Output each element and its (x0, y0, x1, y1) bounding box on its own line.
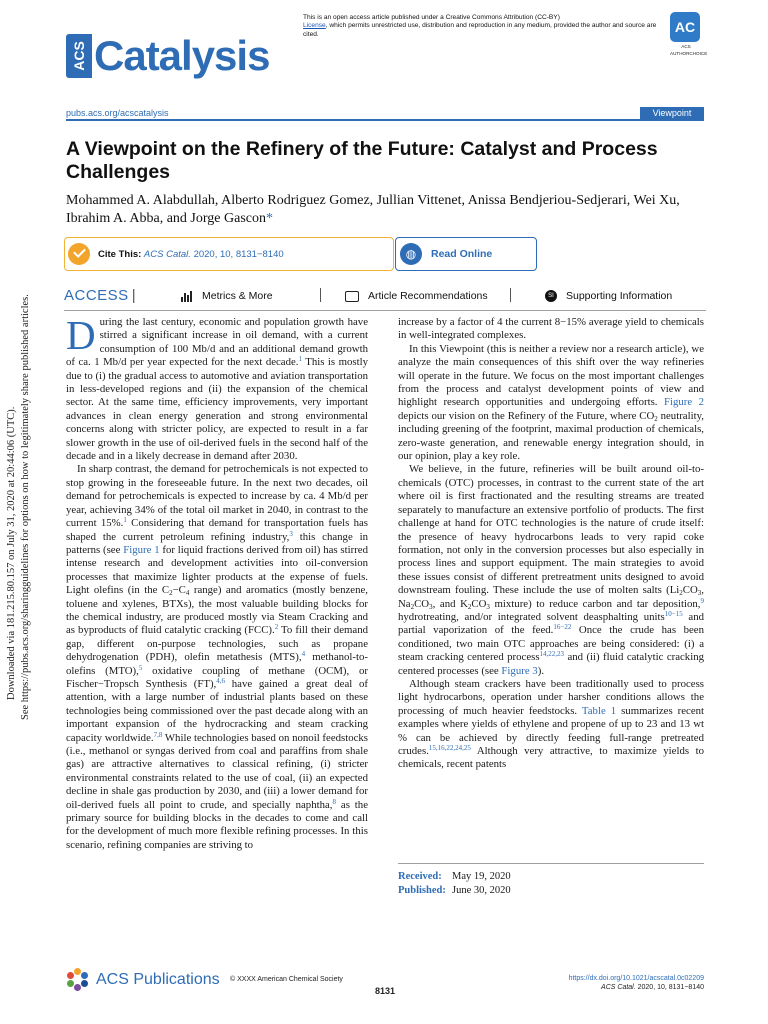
metrics-more-link[interactable] (179, 290, 273, 302)
body-column-right (398, 316, 704, 772)
citation-ref[interactable]: 4 (301, 650, 306, 659)
doi-link[interactable]: https://dx.doi.org/10.1021/acscatal.0c02209 (568, 975, 704, 982)
citation-ref[interactable]: 9 (700, 596, 704, 605)
journal-logo[interactable] (66, 34, 269, 78)
download-notice-line1: Downloaded via 181.215.80.157 on July 31, 2020 at 20:44:06 (UTC). (6, 406, 17, 700)
license-link[interactable]: License (303, 22, 326, 30)
citation-ref[interactable]: 14,22,23 (539, 650, 565, 659)
cite-label: Cite This: (98, 248, 142, 260)
footer-citation-line: ACS Catal. 2020, 10, 8131−8140 (601, 984, 704, 991)
publisher-name: ACS Publications (96, 971, 220, 988)
paragraph: We believe, in the future, refineries will be built around oil-to-chemicals (OTC) processes, in contrast to the current state of the art where oil is first fractionated and the resulting streams are treated separately to manufacture an extensive portfolio of products. The first challenge at hand for OTC technologies is the nature of crude itself: the presence of heavy hydrocarbons leads to very rapid coke formation, not only in the conversion processes but also especially in process lines and support equipment. The main strategies to avoid these issues consist of different pretreatment units designed to avoid downstream fouling. These include the use of molten salts ($Li_2CO_3$, $Na_2CO_3$, and $K_2CO_3$ mixture) to reduce carbon and tar deposition,$^9$ hydrotreating, and/or integrated solvent deasphalting units$^{10-15}$ and partial vaporization of the feed.$^{16-22}$ Once the crude has been conditioned, two main OTC approaches are being considered: (i) a steam cracking centered process$^{14,22,23}$ and (ii) fluid catalytic cracking centered processes (see Figure 3). (398, 463, 704, 677)
acs-logo-mark: ACS (66, 34, 92, 78)
globe-icon: ◍ (400, 243, 422, 265)
checkmark-icon (68, 243, 90, 265)
received-row (398, 870, 704, 884)
paragraph: Although steam crackers have been traditionally used to process light hydrocarbons, operation under harsher conditions allows the processing of much heavier feedstocks. Table 1 summarizes recent examples where yields of ethylene and propene of up to 23 and 13 wt % can be achieved by directly feeding full-range pretreated crudes.$^{15,16,22,24,25}$ Although very attractive, to maximize yields to chemicals, recent patents (398, 677, 705, 771)
body-column-left (66, 312, 368, 852)
copyright: © XXXX American Chemical Society (230, 976, 343, 983)
publication-dates (398, 863, 704, 898)
author-names: Mohammed A. Alabdullah, Alberto Rodriguez Gomez, Jullian Vittenet, Anissa Bendjeriou-Sedjerari, Wei Xu, Ibrahim A. Abba, and Jorge Gascon (66, 193, 680, 226)
document-icon (345, 291, 359, 302)
citation-ref[interactable]: 8 (332, 797, 336, 806)
corresponding-author-mark[interactable]: * (265, 211, 273, 226)
si-icon: SI (545, 290, 557, 302)
recommendations-label: Article Recommendations (368, 290, 488, 302)
oa-text-after: , which permits unrestricted use, distribution and reproduction in any medium, provided the author and source are cited. (303, 22, 657, 38)
table-link[interactable]: Table 1 (581, 704, 617, 717)
paragraph: In this Viewpoint (this is neither a review nor a research article), we analyze the main consequences of this shift over the way refineries will operate in the future. We focus on the most important challenges from the process and catalyst development points of view and highlight research opportunities and undergoing efforts. Figure 2 depicts our vision on the Refinery of the Future, where $CO_2$ neutrality, including greening of the footprint, maximal production of chemicals, zero-waste generation, and renewable energy integration should, in our opinion, play a key role. (398, 342, 704, 463)
supporting-label: Supporting Information (566, 290, 673, 302)
access-bar (64, 285, 706, 311)
author-list (66, 192, 706, 228)
open-access-notice (303, 14, 663, 39)
access-label: ACCESS | (64, 287, 137, 304)
download-notice (2, 294, 38, 720)
download-notice-line2: See https://pubs.acs.org/sharingguidelines for options on how to legitimately share published articles. (20, 294, 31, 720)
metrics-label: Metrics & More (202, 290, 273, 302)
paragraph: In sharp contrast, the demand for petrochemicals is not expected to stop growing in the foreseeable future. In the next two decades, oil demand for petrochemicals is expected to increase by ca. 4 Mb/d per year, achieving 34% of the total oil market in 2040, in contrast to the current 15%.$^1$ Considering that demand for transportation fuels has shaped the current petroleum refining industry,$^3$ this change in patterns (see Figure 1 for liquid fractions derived from oil) has stirred intense research and development activities into oil-conversion processes that maximize lighter products at the expense of fuels. Light olefins (in the $C_2-C_4$ range) and aromatics (mostly benzene, toluene and xylenes, BTXs), the most valuable building blocks for the chemical industry, are produced mostly via Steam Cracking and as byproducts of fluid catalytic cracking (FCC).$^2$ To fill their demand gap, different on-purpose technologies, such as propane dehydrogenation (PDH), olefin metathesis (MTS),$^4$ methanol-to-olefins (MTO),$^5$ oxidative coupling of methane (OCM), or Fischer−Tropsch Synthesis (FT),$^{4,6}$ have gained a great deal of attention, with a large number of industrial plants based on these technologies being commissioned over the past decade along with an important expansion of the hydrocracking and steam cracking capacity worldwide.$^{7,8}$ While technologies based on nonoil feedstocks (i.e., methanol or syngas derived from coal and paraffins from shale gas) are attractive alternatives to classical refining, (i) stricter environmental constraints related to the use of coal, (ii) an expected decline in shale gas production by 2030, and (iii) a lower demand for oil-derived fuels all point to crude, and specially naphtha,$^8$ as the primary source for building blocks in the decades to come and call for the development of much more flexible refining processes. In this scenario, refining companies are striving to (66, 463, 368, 851)
authorchoice-badge[interactable] (670, 12, 708, 62)
figure-link[interactable]: Figure 3 (501, 664, 538, 677)
citation-ref[interactable]: 10−15 (664, 609, 683, 618)
citation-ref[interactable]: 4,6 (216, 676, 226, 685)
article-type-tag: Viewpoint (640, 107, 704, 120)
citation-ref[interactable]: 7,8 (153, 730, 163, 739)
received-label: Received: (398, 871, 442, 882)
citation-ref[interactable]: 16−22 (553, 623, 572, 632)
article-title: A Viewpoint on the Refinery of the Future: Catalyst and Process Challenges (66, 138, 658, 183)
read-online-button[interactable] (395, 237, 537, 271)
received-date: May 19, 2020 (452, 871, 511, 882)
figure-link[interactable]: Figure 1 (123, 543, 160, 556)
cite-this-box[interactable] (64, 237, 394, 271)
citation-ref[interactable]: 3 (289, 529, 293, 538)
authorchoice-line1: ACS (681, 44, 691, 49)
header-rule (66, 119, 704, 121)
page-number: 8131 (375, 986, 396, 996)
paragraph: During the last century, economic and population growth have stirred a significant increase in oil demand, with a current consumption of 100 Mb/d and an additional demand growth of ca. 1 Mb/d per year expected for the next decade.$^1$ This is mostly due to (i) the gradual access to automotive and aviation transportation in less-developed regions and (ii) the expansion of the chemical sector. At the same time, efficiency improvements, very important advances in clean energy generation and strong environmental concerns along with stricter policy, are expected to result in a far slower growth in the use of oil-derived fuels in the second half of the decade and in a likely decrease in demand after 2030. (66, 312, 368, 463)
acs-publications-logo[interactable] (66, 968, 220, 992)
figure-link[interactable]: Figure 2 (663, 396, 704, 409)
cite-journal: ACS Catal. (143, 248, 191, 260)
bar-chart-icon (179, 291, 193, 302)
published-row (398, 884, 704, 898)
citation-ref[interactable]: 2 (274, 623, 279, 632)
footer-citation (520, 974, 704, 992)
authorchoice-line2: AUTHORCHOICE (670, 51, 708, 56)
article-recommendations-link[interactable] (345, 290, 488, 302)
citation-ref[interactable]: 1 (298, 355, 302, 364)
published-date: June 30, 2020 (452, 885, 511, 896)
oa-text-before: This is an open access article published under a Creative Commons Attribution (CC-BY) (303, 14, 560, 21)
acs-hexagon-icon (66, 968, 90, 992)
drop-cap: D (66, 312, 96, 358)
supporting-information-link[interactable] (545, 290, 672, 302)
citation-ref[interactable]: 1 (123, 516, 127, 525)
paragraph: increase by a factor of 4 the current 8−15% average yield to chemicals in well-integrated complexes. (398, 316, 704, 342)
divider (320, 288, 321, 302)
published-label: Published: (398, 885, 446, 896)
cite-text (98, 249, 284, 260)
journal-name: Catalysis (94, 32, 270, 79)
authorchoice-icon: AC (670, 12, 700, 42)
divider (510, 288, 511, 302)
journal-url[interactable]: pubs.acs.org/acscatalysis (66, 108, 169, 118)
citation-ref[interactable]: 15,16,22,24,25 (428, 744, 471, 752)
citation-ref[interactable]: 5 (138, 663, 143, 672)
cite-volume: 2020, 10, 8131−8140 (193, 248, 284, 260)
read-online-label: Read Online (431, 248, 493, 260)
